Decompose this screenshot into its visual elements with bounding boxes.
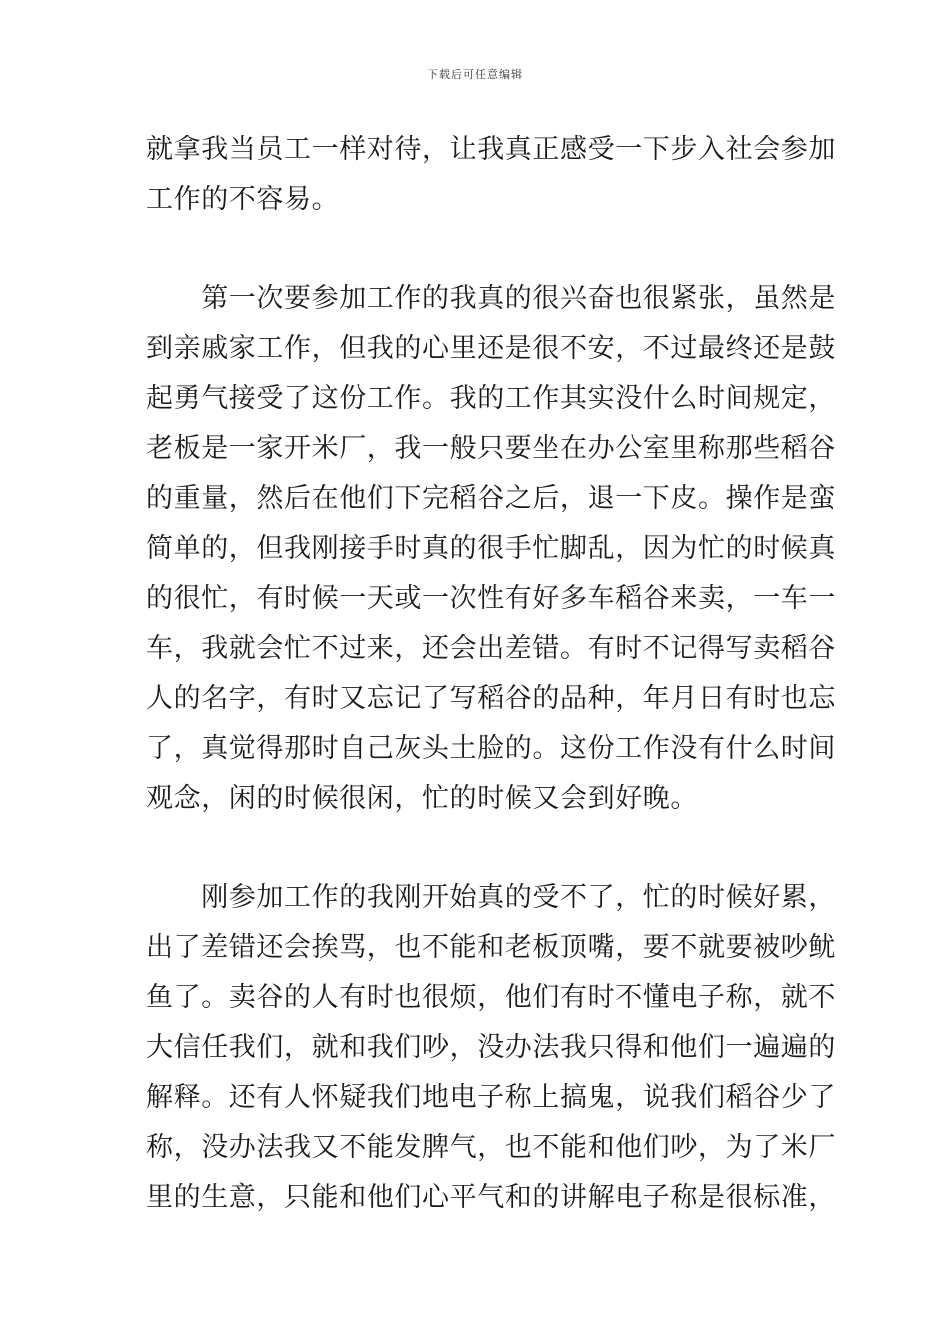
paragraph-line: 大信任我们，就和我们吵，没办法我只得和他们一遍遍的 xyxy=(146,1032,836,1063)
paragraph-line: 称，没办法我又不能发脾气，也不能和他们吵，为了米厂 xyxy=(146,1132,836,1163)
paragraph-line: 解释。还有人怀疑我们地电子称上搞鬼，说我们稻谷少了 xyxy=(146,1082,836,1113)
paragraph-line: 到亲戚家工作，但我的心里还是很不安，不过最终还是鼓 xyxy=(146,333,836,364)
paragraph-line: 的重量，然后在他们下完稻谷之后，退一下皮。操作是蛮 xyxy=(146,483,836,514)
paragraph-line: 刚参加工作的我刚开始真的受不了，忙的时候好累， xyxy=(146,882,836,913)
paragraph-line: 出了差错还会挨骂，也不能和老板顶嘴，要不就要被吵鱿 xyxy=(146,932,836,963)
paragraph-line: 简单的，但我刚接手时真的很手忙脚乱，因为忙的时候真 xyxy=(146,533,836,564)
header-note: 下载后可任意编辑 xyxy=(427,68,523,81)
paragraph-line: 工作的不容易。 xyxy=(146,184,340,215)
paragraph-line: 人的名字，有时又忘记了写稻谷的品种，年月日有时也忘 xyxy=(146,683,836,714)
paragraph-line: 起勇气接受了这份工作。我的工作其实没什么时间规定， xyxy=(146,383,836,414)
paragraph-line: 第一次要参加工作的我真的很兴奋也很紧张，虽然是 xyxy=(146,283,836,314)
paragraph-line: 车，我就会忙不过来，还会出差错。有时不记得写卖稻谷 xyxy=(146,633,836,664)
paragraph-line: 观念，闲的时候很闲，忙的时候又会到好晚。 xyxy=(146,783,698,814)
paragraph-line: 了，真觉得那时自己灰头土脸的。这份工作没有什么时间 xyxy=(146,733,836,764)
paragraph-line: 鱼了。卖谷的人有时也很烦，他们有时不懂电子称，就不 xyxy=(146,982,836,1013)
paragraph-line: 就拿我当员工一样对待，让我真正感受一下步入社会参加 xyxy=(146,134,836,165)
paragraph-line: 的很忙，有时候一天或一次性有好多车稻谷来卖，一车一 xyxy=(146,583,836,614)
paragraph-line: 里的生意，只能和他们心平气和的讲解电子称是很标准， xyxy=(146,1182,836,1213)
paragraph-line: 老板是一家开米厂，我一般只要坐在办公室里称那些稻谷 xyxy=(146,433,836,464)
